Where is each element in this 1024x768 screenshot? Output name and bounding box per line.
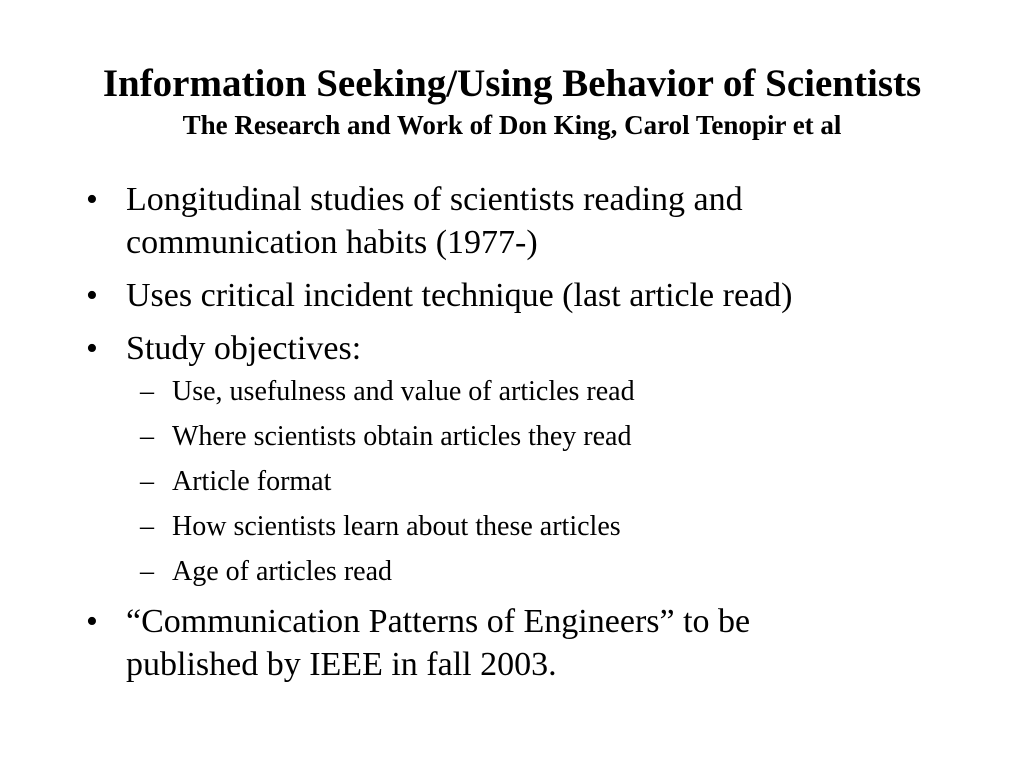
bullet-list	[86, 178, 966, 686]
sub-bullet-list	[126, 374, 966, 590]
bullet-text-line: Study objectives:	[126, 330, 362, 367]
title-block	[0, 60, 1024, 142]
bullet-text-line: “Communication Patterns of Engineers” to be	[126, 603, 751, 640]
sub-bullet-text: Article format	[172, 466, 332, 497]
sub-bullet-text: Where scientists obtain articles they read	[172, 421, 632, 452]
sub-bullet-text: How scientists learn about these articles	[172, 511, 621, 542]
slide-body	[86, 178, 966, 696]
dash-icon: –	[140, 376, 154, 407]
sub-bullet-text: Use, usefulness and value of articles read	[172, 376, 635, 407]
bullet-icon: •	[86, 181, 98, 218]
bullet-item-critical-incident	[86, 274, 966, 317]
dash-icon: –	[140, 556, 154, 587]
bullet-icon: •	[86, 277, 98, 314]
bullet-text-line: Uses critical incident technique (last article read)	[126, 277, 793, 314]
sub-bullet-item	[126, 464, 966, 500]
sub-bullet-item	[126, 419, 966, 455]
slide-subtitle: The Research and Work of Don King, Carol Tenopir et al	[182, 110, 842, 140]
bullet-text-line: communication habits (1977-)	[126, 224, 538, 261]
sub-bullet-item	[126, 509, 966, 545]
bullet-text-line: Longitudinal studies of scientists reading and	[126, 181, 743, 218]
sub-bullet-item	[126, 374, 966, 410]
sub-bullet-text: Age of articles read	[172, 556, 392, 587]
dash-icon: –	[140, 466, 154, 497]
sub-bullet-item	[126, 554, 966, 590]
dash-icon: –	[140, 511, 154, 542]
bullet-icon: •	[86, 330, 98, 367]
dash-icon: –	[140, 421, 154, 452]
bullet-icon: •	[86, 603, 98, 640]
bullet-item-communication-patterns	[86, 600, 966, 686]
bullet-item-longitudinal-studies	[86, 178, 966, 264]
bullet-text-line: published by IEEE in fall 2003.	[126, 646, 557, 683]
bullet-item-study-objectives	[86, 327, 966, 590]
slide-title: Information Seeking/Using Behavior of Scientists	[102, 62, 922, 105]
